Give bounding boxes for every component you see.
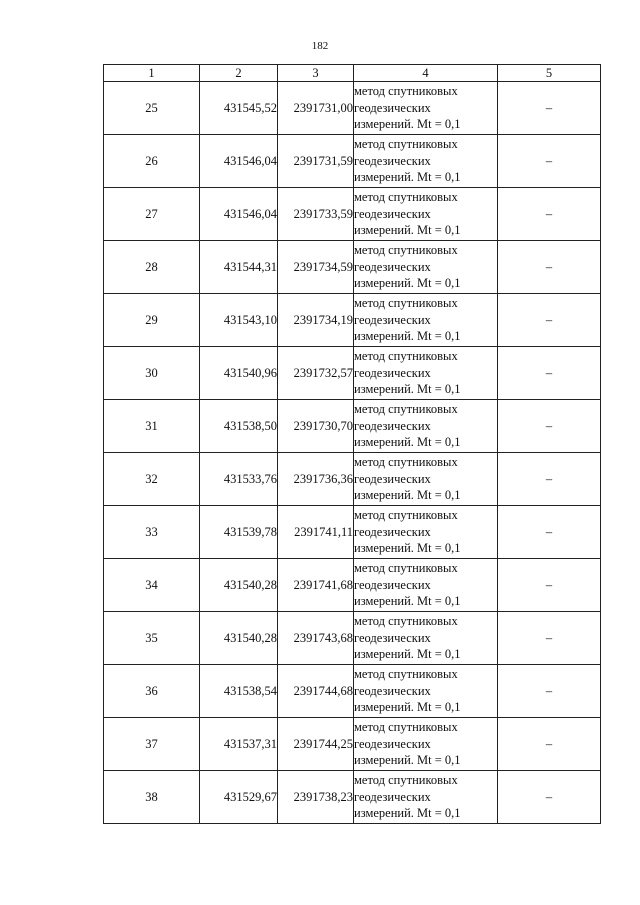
point-number: 38 bbox=[104, 771, 200, 824]
coord-x: 431546,04 bbox=[200, 188, 278, 241]
note-cell: – bbox=[498, 347, 601, 400]
coord-x: 431538,54 bbox=[200, 665, 278, 718]
coord-y: 2391730,70 bbox=[278, 400, 354, 453]
point-number: 35 bbox=[104, 612, 200, 665]
coord-x: 431538,50 bbox=[200, 400, 278, 453]
method-line: метод спутниковых bbox=[354, 349, 458, 364]
table-row bbox=[104, 718, 601, 771]
coord-x: 431537,31 bbox=[200, 718, 278, 771]
method-description bbox=[354, 241, 498, 294]
table-header bbox=[104, 65, 601, 82]
method-line: измерений. Mt = 0,1 bbox=[354, 594, 461, 609]
table-row bbox=[104, 241, 601, 294]
method-line: измерений. Mt = 0,1 bbox=[354, 382, 461, 397]
method-line: геодезических bbox=[354, 630, 431, 645]
method-description bbox=[354, 294, 498, 347]
method-line: геодезических bbox=[354, 789, 431, 804]
coord-y: 2391743,68 bbox=[278, 612, 354, 665]
point-number: 32 bbox=[104, 453, 200, 506]
header-col-4: 4 bbox=[354, 65, 498, 82]
method-line: метод спутниковых bbox=[354, 84, 458, 99]
method-line: геодезических bbox=[354, 259, 431, 274]
method-line: измерений. Mt = 0,1 bbox=[354, 488, 461, 503]
method-line: метод спутниковых bbox=[354, 773, 458, 788]
method-line: геодезических bbox=[354, 418, 431, 433]
method-line: метод спутниковых bbox=[354, 190, 458, 205]
method-line: геодезических bbox=[354, 153, 431, 168]
note-cell: – bbox=[498, 400, 601, 453]
method-line: метод спутниковых bbox=[354, 508, 458, 523]
method-line: измерений. Mt = 0,1 bbox=[354, 541, 461, 556]
method-line: измерений. Mt = 0,1 bbox=[354, 753, 461, 768]
coordinates-table bbox=[103, 64, 601, 824]
method-line: метод спутниковых bbox=[354, 614, 458, 629]
coord-y: 2391736,36 bbox=[278, 453, 354, 506]
table-row bbox=[104, 612, 601, 665]
point-number: 27 bbox=[104, 188, 200, 241]
note-cell: – bbox=[498, 188, 601, 241]
coord-y: 2391744,25 bbox=[278, 718, 354, 771]
point-number: 25 bbox=[104, 82, 200, 135]
header-col-3: 3 bbox=[278, 65, 354, 82]
coord-x: 431545,52 bbox=[200, 82, 278, 135]
note-cell: – bbox=[498, 135, 601, 188]
coord-x: 431529,67 bbox=[200, 771, 278, 824]
note-cell: – bbox=[498, 506, 601, 559]
method-line: геодезических bbox=[354, 683, 431, 698]
method-line: геодезических bbox=[354, 577, 431, 592]
point-number: 37 bbox=[104, 718, 200, 771]
method-description bbox=[354, 612, 498, 665]
coord-x: 431540,96 bbox=[200, 347, 278, 400]
method-description bbox=[354, 665, 498, 718]
coord-x: 431546,04 bbox=[200, 135, 278, 188]
method-line: геодезических bbox=[354, 206, 431, 221]
note-cell: – bbox=[498, 294, 601, 347]
method-line: измерений. Mt = 0,1 bbox=[354, 700, 461, 715]
table-row bbox=[104, 771, 601, 824]
method-line: измерений. Mt = 0,1 bbox=[354, 329, 461, 344]
method-description bbox=[354, 453, 498, 506]
method-line: измерений. Mt = 0,1 bbox=[354, 117, 461, 132]
coord-y: 2391744,68 bbox=[278, 665, 354, 718]
method-description bbox=[354, 506, 498, 559]
point-number: 31 bbox=[104, 400, 200, 453]
method-line: измерений. Mt = 0,1 bbox=[354, 647, 461, 662]
method-line: метод спутниковых bbox=[354, 243, 458, 258]
note-cell: – bbox=[498, 612, 601, 665]
table-row bbox=[104, 135, 601, 188]
coord-x: 431539,78 bbox=[200, 506, 278, 559]
point-number: 26 bbox=[104, 135, 200, 188]
point-number: 29 bbox=[104, 294, 200, 347]
method-line: измерений. Mt = 0,1 bbox=[354, 276, 461, 291]
point-number: 33 bbox=[104, 506, 200, 559]
coord-x: 431540,28 bbox=[200, 559, 278, 612]
coord-y: 2391731,59 bbox=[278, 135, 354, 188]
method-line: геодезических bbox=[354, 100, 431, 115]
method-line: метод спутниковых bbox=[354, 667, 458, 682]
method-line: геодезических bbox=[354, 736, 431, 751]
method-description bbox=[354, 718, 498, 771]
method-line: метод спутниковых bbox=[354, 402, 458, 417]
method-line: метод спутниковых bbox=[354, 296, 458, 311]
header-col-1: 1 bbox=[104, 65, 200, 82]
point-number: 36 bbox=[104, 665, 200, 718]
table-row bbox=[104, 665, 601, 718]
coord-y: 2391741,68 bbox=[278, 559, 354, 612]
method-line: измерений. Mt = 0,1 bbox=[354, 223, 461, 238]
method-description bbox=[354, 82, 498, 135]
method-description bbox=[354, 559, 498, 612]
method-line: геодезических bbox=[354, 471, 431, 486]
note-cell: – bbox=[498, 718, 601, 771]
table-row bbox=[104, 559, 601, 612]
table-body bbox=[104, 82, 601, 824]
coord-x: 431544,31 bbox=[200, 241, 278, 294]
coord-x: 431543,10 bbox=[200, 294, 278, 347]
method-description bbox=[354, 347, 498, 400]
method-line: геодезических bbox=[354, 312, 431, 327]
point-number: 28 bbox=[104, 241, 200, 294]
point-number: 34 bbox=[104, 559, 200, 612]
coord-y: 2391734,59 bbox=[278, 241, 354, 294]
table-row bbox=[104, 188, 601, 241]
table-row bbox=[104, 82, 601, 135]
method-line: метод спутниковых bbox=[354, 455, 458, 470]
table-row bbox=[104, 294, 601, 347]
table-row bbox=[104, 400, 601, 453]
header-col-2: 2 bbox=[200, 65, 278, 82]
coord-y: 2391732,57 bbox=[278, 347, 354, 400]
note-cell: – bbox=[498, 453, 601, 506]
method-description bbox=[354, 135, 498, 188]
point-number: 30 bbox=[104, 347, 200, 400]
method-line: геодезических bbox=[354, 365, 431, 380]
coord-x: 431533,76 bbox=[200, 453, 278, 506]
page-number: 182 bbox=[311, 40, 329, 52]
method-line: метод спутниковых bbox=[354, 561, 458, 576]
method-line: измерений. Mt = 0,1 bbox=[354, 435, 461, 450]
coord-y: 2391731,00 bbox=[278, 82, 354, 135]
method-description bbox=[354, 771, 498, 824]
note-cell: – bbox=[498, 241, 601, 294]
method-line: измерений. Mt = 0,1 bbox=[354, 806, 461, 821]
coord-y: 2391738,23 bbox=[278, 771, 354, 824]
table-row bbox=[104, 347, 601, 400]
note-cell: – bbox=[498, 82, 601, 135]
method-line: метод спутниковых bbox=[354, 720, 458, 735]
method-line: геодезических bbox=[354, 524, 431, 539]
coord-x: 431540,28 bbox=[200, 612, 278, 665]
note-cell: – bbox=[498, 771, 601, 824]
header-row bbox=[104, 65, 601, 82]
coord-y: 2391741,11 bbox=[278, 506, 354, 559]
method-description bbox=[354, 188, 498, 241]
note-cell: – bbox=[498, 559, 601, 612]
coord-y: 2391734,19 bbox=[278, 294, 354, 347]
coord-y: 2391733,59 bbox=[278, 188, 354, 241]
note-cell: – bbox=[498, 665, 601, 718]
method-line: метод спутниковых bbox=[354, 137, 458, 152]
header-col-5: 5 bbox=[498, 65, 601, 82]
table-row bbox=[104, 506, 601, 559]
method-line: измерений. Mt = 0,1 bbox=[354, 170, 461, 185]
method-description bbox=[354, 400, 498, 453]
table-row bbox=[104, 453, 601, 506]
